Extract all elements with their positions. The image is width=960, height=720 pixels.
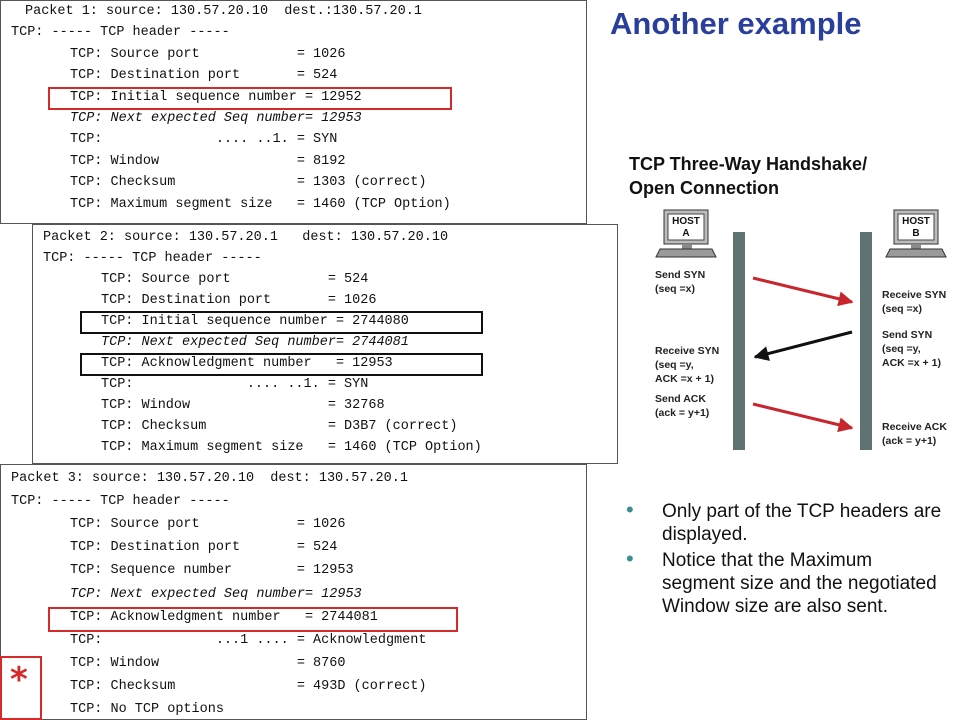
tcp-field-line: TCP: Window = 8760 [70,655,346,671]
right-label-3-line-1: Receive ACK [882,421,947,433]
handshake-title-line-1: TCP Three-Way Handshake/ [629,154,868,174]
tcp-field-line: TCP: Initial sequence number = 2744080 [101,314,409,329]
packet-title: Packet 1: source: 130.57.20.10 dest.:130.57.20.1 [25,4,422,19]
tcp-field-line: TCP: Next expected Seq number= 12953 [70,586,362,602]
syn-ack-arrow [755,332,852,357]
tcp-field-line: TCP: Window = 8192 [70,153,346,169]
tcp-field-line: TCP: Sequence number = 12953 [70,563,354,579]
host-b-letter: B [912,228,920,239]
host-b-label: HOST [902,216,930,227]
tcp-field-line: TCP: Maximum segment size = 1460 (TCP Option) [101,440,482,455]
bullet-item [622,497,942,546]
tcp-field-line: TCP: Destination port = 524 [70,68,338,84]
tcp-field-line: TCP: Checksum = D3B7 (correct) [101,419,458,434]
right-label-2-line-1: Send SYN [882,329,933,341]
star-marker [0,656,42,720]
tcp-field-line: TCP: Destination port = 1026 [101,293,377,308]
left-label-2-line-3: ACK =x + 1) [655,373,714,385]
left-label-3-line-2: (ack = y+1) [655,407,710,419]
syn-arrow [753,278,852,302]
tcp-field-line: TCP: .... ..1. = SYN [70,132,338,148]
slide-title: Another example [610,6,862,41]
bullet-list [622,497,942,621]
tcp-field-line: TCP: Maximum segment size = 1460 (TCP Option) [70,196,451,212]
left-label-1-line-1: Send SYN [655,269,706,281]
left-label-1-line-2: (seq =x) [655,283,695,295]
ack-arrow [753,404,852,428]
host-a-timeline-bar [733,232,745,450]
packet-1-capture [0,0,587,224]
handshake-title-line-2: Open Connection [629,178,779,198]
host-b-timeline-bar [860,232,872,450]
tcp-field-line: TCP: Acknowledgment number = 2744081 [70,609,378,625]
tcp-field-line: TCP: Acknowledgment number = 12953 [101,356,393,371]
bullet-dot-icon: • [626,546,634,571]
bullet-text: Only part of the TCP headers are displayed. [662,501,942,545]
bullet-dot-icon: • [626,497,634,522]
right-label-2-line-3: ACK =x + 1) [882,357,941,369]
tcp-field-line: TCP: Next expected Seq number= 2744081 [101,335,409,350]
tcp-field-line: TCP: No TCP options [70,702,224,717]
right-label-2-line-2: (seq =y, [882,343,921,355]
host-a-label: HOST [672,216,700,227]
tcp-field-line: TCP: Source port = 1026 [70,46,346,62]
packet-3-capture [0,464,587,720]
tcp-field-line: TCP: Window = 32768 [101,398,385,413]
right-label-1-line-1: Receive SYN [882,289,947,301]
tcp-field-line: TCP: ----- TCP header ----- [11,494,230,510]
tcp-field-line: TCP: Next expected Seq number= 12953 [70,111,362,126]
left-label-2-line-1: Receive SYN [655,345,720,357]
bullet-text: Notice that the Maximum segment size and the negotiated Window size are also sent. [662,550,937,617]
right-label-1-line-2: (seq =x) [882,303,922,315]
tcp-field-line: TCP: ----- TCP header ----- [43,251,262,266]
tcp-field-line: TCP: ----- TCP header ----- [11,25,230,41]
tcp-field-line: TCP: Initial sequence number = 12952 [70,89,362,105]
tcp-field-line: TCP: Checksum = 493D (correct) [70,678,427,694]
left-label-2-line-2: (seq =y, [655,359,694,371]
tcp-field-line: TCP: Source port = 1026 [70,517,346,533]
tcp-field-line: TCP: .... ..1. = SYN [101,377,369,392]
tcp-field-line: TCP: Checksum = 1303 (correct) [70,175,427,191]
host-a-letter: A [682,228,690,239]
bullet-item [622,546,942,618]
packet-title: Packet 3: source: 130.57.20.10 dest: 130.57.20.1 [11,471,408,486]
right-label-3-line-2: (ack = y+1) [882,435,937,447]
star-symbol: * [10,660,28,700]
tcp-field-line: TCP: Source port = 524 [101,272,369,287]
tcp-field-line: TCP: Destination port = 524 [70,540,338,556]
packet-2-capture [32,224,618,464]
left-label-3-line-1: Send ACK [655,393,706,405]
handshake-diagram [620,145,960,455]
packet-title: Packet 2: source: 130.57.20.1 dest: 130.57.20.10 [43,230,449,245]
tcp-field-line: TCP: ...1 .... = Acknowledgment [70,632,427,648]
